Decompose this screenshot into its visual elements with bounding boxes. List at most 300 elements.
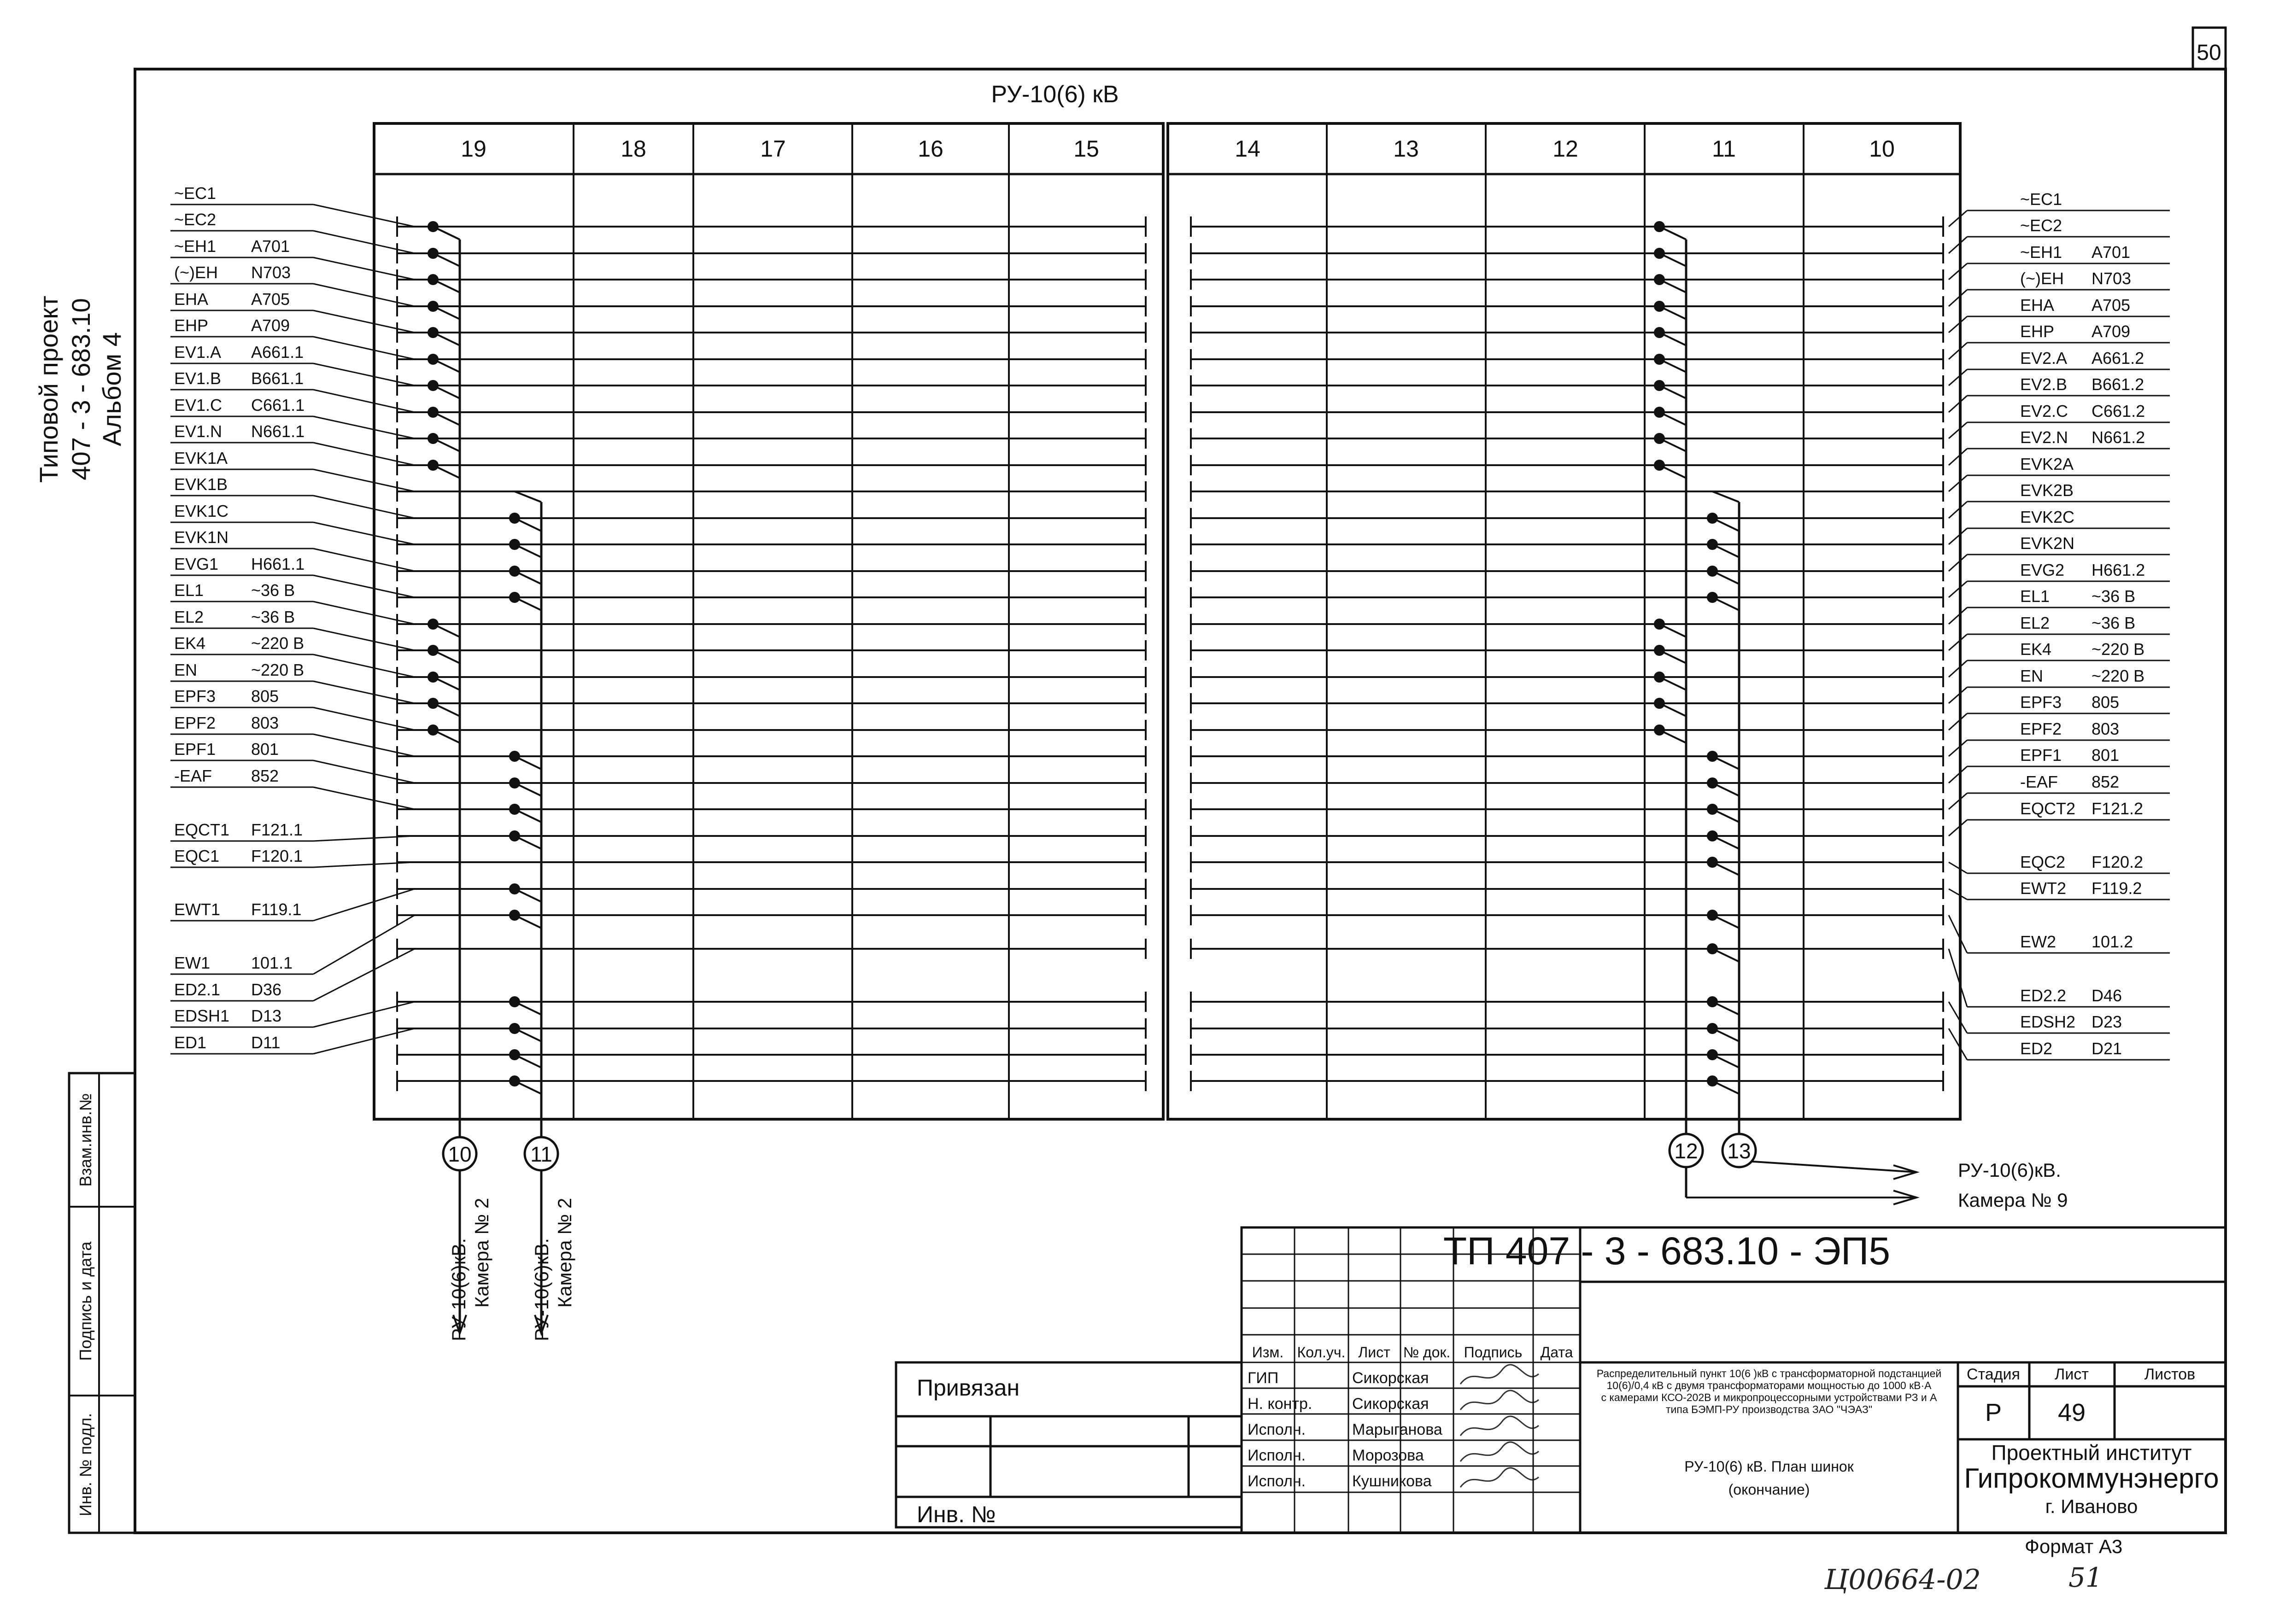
left-label-name: EPF3	[174, 687, 216, 706]
right-label-name: EVK2B	[2020, 481, 2074, 500]
tap-stub	[1712, 597, 1739, 610]
left-label-code: F119.1	[251, 900, 302, 919]
tap-stub	[433, 677, 460, 690]
tb-header-1: Кол.уч.	[1297, 1344, 1346, 1361]
tap-stub	[433, 703, 460, 716]
label-leader-diag	[1949, 862, 1967, 873]
label-leader-diag	[1949, 889, 1967, 900]
cell-number-14: 14	[1235, 136, 1260, 162]
side-stamp-signature: Подпись и дата	[76, 1241, 95, 1361]
tb-header-4: Подпись	[1464, 1344, 1523, 1361]
right-label-code: B661.2	[2092, 375, 2144, 394]
label-leader-diag	[1949, 263, 1967, 280]
right-label-name: EL1	[2020, 587, 2050, 606]
left-label-name: EN	[174, 660, 198, 679]
label-leader-diag	[313, 760, 415, 783]
left-label-name: EPF2	[174, 713, 216, 732]
cell-number-11: 11	[1712, 136, 1736, 162]
sheet-title-2: (окончание)	[1728, 1481, 1810, 1498]
tb-name: Сикорская	[1352, 1369, 1429, 1387]
format-label: Формат А3	[2025, 1536, 2123, 1557]
right-label-name: EQC2	[2020, 853, 2066, 871]
label-leader-diag	[313, 1028, 415, 1054]
left-label-code: H661.1	[251, 555, 305, 573]
right-label-name: EQCT2	[2020, 799, 2076, 818]
label-leader-diag	[313, 284, 415, 306]
cable-13-route	[1739, 1161, 1916, 1172]
label-leader-diag	[1949, 449, 1967, 465]
left-label-name: EVK1C	[174, 502, 229, 520]
label-leader-diag	[1949, 1002, 1967, 1033]
tap-stub	[1712, 862, 1739, 875]
label-leader-diag	[313, 915, 415, 974]
left-label-code: D13	[251, 1006, 282, 1025]
panel-outline	[374, 123, 1163, 1119]
left-label-code: D36	[251, 980, 282, 999]
signature-scribble	[1460, 1416, 1539, 1436]
tb-name: Морозова	[1352, 1447, 1424, 1464]
stage-value: Р	[1985, 1399, 2002, 1426]
right-label-code: ~220 B	[2092, 640, 2145, 659]
tap-stub	[1659, 412, 1686, 425]
tap-stub	[433, 386, 460, 398]
left-label-name: EV1.B	[174, 369, 222, 388]
right-label-code: N661.2	[2092, 428, 2145, 447]
label-leader-diag	[1949, 713, 1967, 730]
left-label-name: EDSH1	[174, 1006, 230, 1025]
tb-role: ГИП	[1248, 1369, 1279, 1387]
tap-stub	[1659, 386, 1686, 398]
left-label-name: ~EC2	[174, 210, 217, 229]
label-leader-diag	[313, 654, 415, 677]
sheet-number: 49	[2057, 1399, 2086, 1426]
tap-stub	[1712, 571, 1739, 584]
tb-name: Марыганова	[1352, 1421, 1442, 1438]
right-label-name: EV2.C	[2020, 402, 2068, 421]
plan-title: РУ-10(6) кВ	[991, 81, 1119, 108]
right-label-name: EV2.B	[2020, 375, 2068, 394]
side-stamp-inv: Инв. № подл.	[76, 1413, 95, 1517]
left-label-name: EVK1B	[174, 475, 228, 494]
cell-number-10: 10	[1869, 136, 1895, 162]
label-leader-diag	[1949, 1028, 1967, 1060]
cable-top	[515, 491, 541, 502]
sheets-label: Листов	[2144, 1366, 2196, 1383]
tap-stub	[515, 809, 541, 822]
left-label-code: 852	[251, 766, 279, 785]
label-leader-diag	[1949, 793, 1967, 809]
right-label-code: A709	[2092, 322, 2131, 341]
right-label-code: F120.2	[2092, 853, 2144, 871]
tap-stub	[515, 836, 541, 849]
left-label-name: EWT1	[174, 900, 221, 919]
tb-header-5: Дата	[1540, 1344, 1573, 1361]
tap-stub	[515, 518, 541, 531]
right-label-code: N703	[2092, 269, 2132, 288]
left-label-code: A661.1	[251, 343, 304, 362]
label-leader-diag	[313, 628, 415, 650]
right-label-name: EW2	[2020, 932, 2056, 951]
cable-marker-label-13: 13	[1727, 1139, 1751, 1163]
right-label-name: EVK2A	[2020, 455, 2074, 473]
tb-description-2: с камерами КСО-202В и микропроцессорными устройствами РЗ и А	[1601, 1391, 1937, 1403]
tap-stub	[1712, 1081, 1739, 1094]
label-leader-diag	[313, 257, 415, 280]
left-label-name: EV1.C	[174, 396, 223, 415]
label-leader-diag	[313, 836, 415, 841]
tap-stub	[433, 253, 460, 266]
right-label-code: ~36 B	[2092, 613, 2136, 632]
label-leader-diag	[313, 522, 415, 544]
right-label-code: 101.2	[2092, 932, 2133, 951]
left-label-name: EV1.N	[174, 422, 223, 441]
left-destination-line1: РУ-10(6)кВ.	[448, 1238, 469, 1341]
cable-marker-label-12: 12	[1674, 1139, 1698, 1163]
right-label-name: ED2	[2020, 1039, 2053, 1058]
left-label-name: EVG1	[174, 555, 219, 573]
project-vertical-2: 407 - 3 - 683.10	[66, 298, 95, 480]
tap-stub	[1659, 730, 1686, 743]
label-leader-diag	[1949, 949, 1967, 1007]
left-destination-line1: РУ-10(6)кВ.	[531, 1238, 552, 1341]
left-destination-line2: Камера № 2	[554, 1198, 575, 1308]
tap-stub	[433, 280, 460, 292]
left-label-code: ~220 B	[251, 660, 305, 679]
cell-number-17: 17	[760, 136, 786, 162]
label-leader-diag	[1949, 687, 1967, 703]
tap-stub	[515, 1055, 541, 1068]
right-label-name: EWT2	[2020, 879, 2067, 898]
right-label-name: EDSH2	[2020, 1012, 2076, 1031]
right-label-name: (~)EH	[2020, 269, 2064, 288]
label-leader-diag	[1949, 740, 1967, 756]
tap-stub	[1659, 333, 1686, 345]
label-leader-diag	[1949, 316, 1967, 333]
left-label-name: EK4	[174, 634, 206, 653]
label-leader-diag	[1949, 660, 1967, 677]
cell-number-13: 13	[1393, 136, 1419, 162]
tap-stub	[433, 306, 460, 319]
right-label-code: A661.2	[2092, 349, 2144, 368]
right-label-name: EVK2C	[2020, 508, 2075, 526]
label-leader-diag	[1949, 581, 1967, 597]
cable-top	[433, 227, 460, 240]
left-label-name: EV1.A	[174, 343, 222, 362]
tap-stub	[1659, 280, 1686, 292]
tap-stub	[433, 359, 460, 372]
label-leader-diag	[1949, 915, 1967, 953]
tb-role: Исполн.	[1248, 1421, 1306, 1438]
right-label-code: H661.2	[2092, 561, 2145, 579]
tb-header-0: Изм.	[1252, 1344, 1284, 1361]
cell-number-12: 12	[1553, 136, 1578, 162]
tap-stub	[515, 1081, 541, 1094]
tap-stub	[515, 597, 541, 610]
right-label-name: EV2.A	[2020, 349, 2068, 368]
left-label-code: 805	[251, 687, 279, 706]
signature-scribble	[1460, 1390, 1539, 1410]
left-label-name: (~)EH	[174, 263, 218, 282]
cable-top	[1659, 227, 1686, 240]
tb-role: Исполн.	[1248, 1472, 1306, 1490]
label-leader-diag	[1949, 343, 1967, 359]
org-line2: Гипрокоммунэнерго	[1964, 1463, 2219, 1494]
cell-number-16: 16	[918, 136, 943, 162]
right-label-name: EN	[2020, 666, 2044, 685]
label-leader-diag	[1949, 528, 1967, 544]
tap-stub	[1712, 783, 1739, 796]
corner-number: 50	[2197, 41, 2221, 65]
label-leader-diag	[1949, 369, 1967, 386]
tap-stub	[515, 571, 541, 584]
label-leader-diag	[1949, 555, 1967, 571]
right-label-name: EK4	[2020, 640, 2052, 659]
left-label-code: 801	[251, 740, 279, 759]
tap-stub	[1659, 253, 1686, 266]
label-leader-diag	[1949, 820, 1967, 836]
label-leader-diag	[313, 707, 415, 730]
tb-description-0: Распределительный пункт 10(6 )кВ с трансформаторной подстанцией	[1596, 1367, 1942, 1379]
label-leader-diag	[313, 204, 415, 227]
tap-stub	[1659, 624, 1686, 637]
left-label-name: EQC1	[174, 847, 220, 865]
tb-description-3: типа БЭМП-РУ производства ЗАО "ЧЭАЗ"	[1665, 1403, 1873, 1415]
left-label-code: A705	[251, 290, 290, 309]
label-leader-diag	[313, 575, 415, 597]
tap-stub	[1712, 809, 1739, 822]
left-label-name: EVK1A	[174, 449, 228, 467]
left-label-name: EHA	[174, 290, 209, 309]
label-leader-diag	[313, 390, 415, 412]
left-label-code: D11	[251, 1033, 281, 1052]
label-leader-diag	[1949, 237, 1967, 253]
label-leader-diag	[313, 862, 415, 867]
right-label-name: ~EC1	[2020, 190, 2062, 209]
tap-stub	[433, 465, 460, 478]
tap-stub	[433, 438, 460, 451]
tap-stub	[1712, 1028, 1739, 1041]
tap-stub	[515, 1002, 541, 1015]
cable-marker-label-11: 11	[530, 1142, 552, 1166]
left-label-name: EL2	[174, 608, 204, 626]
right-label-name: ~EH1	[2020, 243, 2062, 262]
label-leader-diag	[1949, 210, 1967, 227]
tap-stub	[515, 915, 541, 928]
right-label-name: EPF1	[2020, 746, 2062, 765]
tap-stub	[1659, 650, 1686, 663]
cable-marker-label-10: 10	[448, 1142, 472, 1166]
left-label-name: EW1	[174, 953, 211, 972]
label-leader-diag	[1949, 396, 1967, 412]
org-line3: г. Иваново	[2045, 1495, 2138, 1517]
right-destination-line1: РУ-10(6)кВ.	[1958, 1159, 2061, 1181]
left-label-code: N661.1	[251, 422, 305, 441]
tb-role: Н. контр.	[1248, 1395, 1312, 1413]
label-leader-diag	[313, 469, 415, 491]
right-destination-line2: Камера № 9	[1958, 1189, 2068, 1211]
signature-scribble	[1460, 1468, 1539, 1487]
privyazan-label: Привязан	[917, 1375, 1020, 1401]
stage-label: Стадия	[1967, 1366, 2020, 1383]
tap-stub	[433, 650, 460, 663]
left-destination-line2: Камера № 2	[471, 1198, 492, 1308]
label-leader-diag	[313, 549, 415, 571]
tap-stub	[1712, 915, 1739, 928]
sheet-title-1: РУ-10(6) кВ. План шинок	[1684, 1458, 1854, 1475]
tap-stub	[515, 756, 541, 769]
signature-scribble	[1460, 1442, 1539, 1461]
label-leader-diag	[313, 416, 415, 438]
panel-outline-right	[1168, 123, 1960, 1119]
label-leader-diag	[313, 231, 415, 253]
tap-stub	[1712, 544, 1739, 557]
tb-name: Сикорская	[1352, 1395, 1429, 1413]
tap-stub	[1659, 703, 1686, 716]
tap-stub	[1659, 465, 1686, 478]
tap-stub	[1712, 1055, 1739, 1068]
tap-stub	[1712, 756, 1739, 769]
tap-stub	[433, 730, 460, 743]
label-leader-diag	[1949, 422, 1967, 438]
handwritten-page: 51	[2068, 1562, 2103, 1593]
left-label-name: EHP	[174, 316, 209, 335]
label-leader-diag	[313, 681, 415, 703]
left-label-name: ~EH1	[174, 237, 217, 256]
right-label-code: ~220 B	[2092, 666, 2145, 685]
left-label-code: N703	[251, 263, 291, 282]
left-label-code: ~220 B	[251, 634, 305, 653]
cell-number-18: 18	[621, 136, 646, 162]
handwritten-code: Ц00664-02	[1824, 1564, 1981, 1596]
left-label-name: EL1	[174, 581, 204, 600]
tb-header-2: Лист	[1358, 1344, 1390, 1361]
right-label-code: D21	[2092, 1039, 2122, 1058]
left-label-code: F120.1	[251, 847, 303, 865]
project-vertical-3: Альбом 4	[97, 332, 126, 446]
right-label-name: -EAF	[2020, 772, 2058, 791]
label-leader-diag	[313, 363, 415, 386]
label-leader-diag	[1949, 766, 1967, 783]
tap-stub	[1712, 518, 1739, 531]
tap-stub	[1659, 438, 1686, 451]
side-stamp-vzam: Взам.инв.№	[76, 1093, 95, 1187]
right-label-code: D46	[2092, 986, 2122, 1005]
right-label-name: ~EC2	[2020, 216, 2062, 235]
left-label-name: ~EC1	[174, 184, 217, 203]
right-label-code: 805	[2092, 693, 2120, 712]
left-label-code: A701	[251, 237, 290, 256]
cell-number-15: 15	[1073, 136, 1099, 162]
right-label-name: EL2	[2020, 613, 2050, 632]
tb-name: Кушникова	[1352, 1472, 1432, 1490]
right-label-code: 852	[2092, 772, 2120, 791]
left-label-name: EPF1	[174, 740, 216, 759]
tap-stub	[515, 544, 541, 557]
left-label-name: EVK1N	[174, 528, 229, 547]
left-label-code: 101.1	[251, 953, 293, 972]
cell-number-19: 19	[461, 136, 486, 162]
doc-code: ТП 407 - 3 - 683.10 - ЭП5	[1443, 1229, 1891, 1273]
inv-label: Инв. №	[917, 1501, 996, 1527]
tb-description-1: 10(6)/0,4 кВ с двумя трансформаторами мощностью до 1000 кВ·А	[1606, 1379, 1932, 1391]
project-vertical-1: Типовой проект	[34, 295, 63, 483]
label-leader-diag	[313, 310, 415, 333]
label-leader-diag	[313, 787, 415, 809]
label-leader-diag	[1949, 475, 1967, 491]
right-label-name: EPF2	[2020, 719, 2062, 738]
left-label-code: F121.1	[251, 820, 303, 839]
right-label-name: ED2.2	[2020, 986, 2067, 1005]
right-label-code: A705	[2092, 296, 2131, 315]
right-label-code: A701	[2092, 243, 2131, 262]
right-label-name: EHA	[2020, 296, 2055, 315]
left-label-code: B661.1	[251, 369, 304, 388]
right-label-name: EPF3	[2020, 693, 2062, 712]
org-line1: Проектный институт	[1991, 1441, 2192, 1465]
right-label-name: EVK2N	[2020, 534, 2075, 553]
tap-stub	[1659, 677, 1686, 690]
right-label-code: 803	[2092, 719, 2120, 738]
left-label-name: ED1	[174, 1033, 207, 1052]
cable-top	[1712, 491, 1739, 502]
label-leader-diag	[313, 602, 415, 624]
left-label-name: ED2.1	[174, 980, 221, 999]
left-label-name: EQCT1	[174, 820, 230, 839]
tap-stub	[1659, 359, 1686, 372]
right-label-code: D23	[2092, 1012, 2122, 1031]
tap-stub	[515, 889, 541, 902]
tap-stub	[1712, 836, 1739, 849]
tb-header-3: № док.	[1403, 1344, 1451, 1361]
label-leader-diag	[313, 443, 415, 465]
right-label-code: ~36 B	[2092, 587, 2136, 606]
left-label-code: ~36 B	[251, 581, 295, 600]
tb-role: Исполн.	[1248, 1447, 1306, 1464]
label-leader-diag	[313, 949, 415, 1001]
label-leader-diag	[1949, 634, 1967, 650]
left-label-code: A709	[251, 316, 290, 335]
left-label-code: ~36 B	[251, 608, 295, 626]
left-label-name: -EAF	[174, 766, 212, 785]
label-leader-diag	[1949, 608, 1967, 624]
label-leader-diag	[313, 734, 415, 756]
right-label-code: 801	[2092, 746, 2120, 765]
label-leader-diag	[313, 337, 415, 359]
label-leader-diag	[1949, 502, 1967, 518]
sheet-label: Лист	[2055, 1366, 2089, 1383]
left-label-code: C661.1	[251, 396, 305, 415]
tap-stub	[433, 333, 460, 345]
tap-stub	[1712, 1002, 1739, 1015]
right-label-code: C661.2	[2092, 402, 2145, 421]
tap-stub	[433, 412, 460, 425]
label-leader-diag	[313, 496, 415, 518]
label-leader-diag	[313, 1002, 415, 1027]
right-label-name: EHP	[2020, 322, 2055, 341]
signature-scribble	[1460, 1365, 1539, 1384]
tap-stub	[1712, 949, 1739, 962]
left-label-code: 803	[251, 713, 279, 732]
right-label-code: F119.2	[2092, 879, 2142, 898]
tap-stub	[515, 783, 541, 796]
right-label-name: EV2.N	[2020, 428, 2068, 447]
tap-stub	[515, 1028, 541, 1041]
right-label-code: F121.2	[2092, 799, 2144, 818]
tap-stub	[1659, 306, 1686, 319]
label-leader-diag	[1949, 290, 1967, 306]
tap-stub	[433, 624, 460, 637]
right-label-name: EVG2	[2020, 561, 2065, 579]
